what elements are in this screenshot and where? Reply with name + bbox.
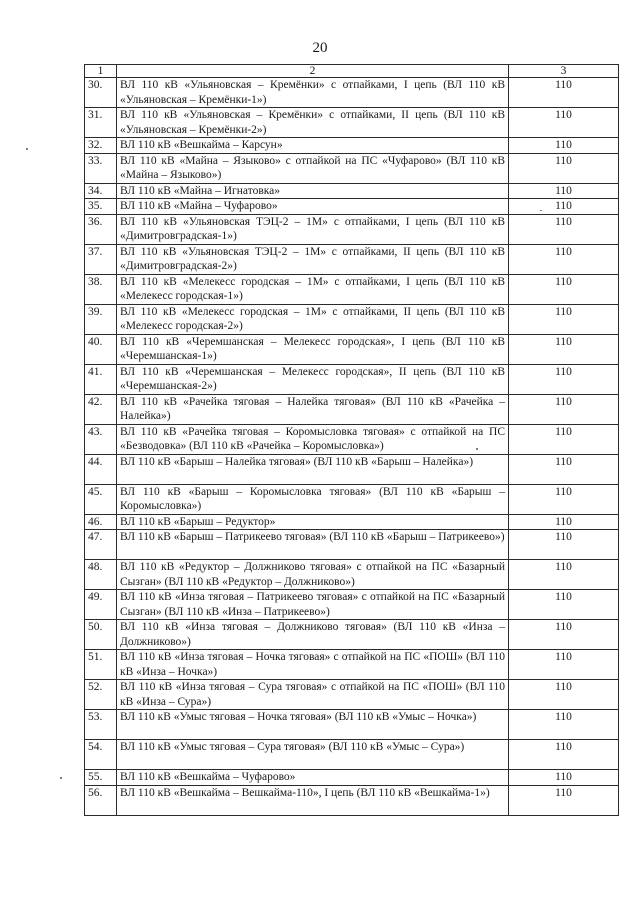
row-number: 44. [85, 454, 117, 484]
row-number: 49. [85, 590, 117, 620]
line-description: ВЛ 110 кВ «Ульяновская – Кремёнки» с отпайками, II цепь (ВЛ 110 кВ «Ульяновская – Кремёнки-2») [117, 108, 509, 138]
table-row [85, 183, 619, 199]
line-description: ВЛ 110 кВ «Мелекесс городская – 1М» с отпайками, II цепь (ВЛ 110 кВ «Мелекесс городская-2») [117, 304, 509, 334]
line-description: ВЛ 110 кВ «Черемшанская – Мелекесс городская», II цепь (ВЛ 110 кВ «Черемшанская-2») [117, 364, 509, 394]
row-number: 39. [85, 304, 117, 334]
table-row [85, 78, 619, 108]
line-description: ВЛ 110 кВ «Инза тяговая – Сура тяговая» с отпайкой на ПС «ПОШ» (ВЛ 110 кВ «Инза – Сура») [117, 680, 509, 710]
voltage-kv: 110 [509, 138, 619, 154]
scan-speck [540, 210, 542, 211]
row-number: 34. [85, 183, 117, 199]
line-description: ВЛ 110 кВ «Вешкайма – Вешкайма-110», I цепь (ВЛ 110 кВ «Вешкайма-1») [117, 785, 509, 815]
table-row [85, 334, 619, 364]
row-number: 32. [85, 138, 117, 154]
row-number: 30. [85, 78, 117, 108]
table-row [85, 484, 619, 514]
line-description: ВЛ 110 кВ «Ульяновская – Кремёнки» с отпайками, I цепь (ВЛ 110 кВ «Ульяновская – Кремёнки-1») [117, 78, 509, 108]
line-description: ВЛ 110 кВ «Барыш – Коромысловка тяговая» (ВЛ 110 кВ «Барыш – Коромысловка») [117, 484, 509, 514]
line-description: ВЛ 110 кВ «Майна – Языково» с отпайкой на ПС «Чуфарово» (ВЛ 110 кВ «Майна – Языково») [117, 153, 509, 183]
line-description: ВЛ 110 кВ «Умыс тяговая – Сура тяговая» (ВЛ 110 кВ «Умыс – Сура») [117, 740, 509, 770]
header-col-2: 2 [117, 65, 509, 78]
row-number: 55. [85, 770, 117, 786]
line-description: ВЛ 110 кВ «Черемшанская – Мелекесс городская», I цепь (ВЛ 110 кВ «Черемшанская-1») [117, 334, 509, 364]
line-description: ВЛ 110 кВ «Барыш – Редуктор» [117, 514, 509, 530]
row-number: 53. [85, 710, 117, 740]
row-number: 33. [85, 153, 117, 183]
table-row [85, 153, 619, 183]
voltage-kv: 110 [509, 153, 619, 183]
voltage-kv: 110 [509, 514, 619, 530]
voltage-kv: 110 [509, 590, 619, 620]
voltage-kv: 110 [509, 680, 619, 710]
voltage-kv: 110 [509, 274, 619, 304]
voltage-kv: 110 [509, 244, 619, 274]
voltage-kv: 110 [509, 334, 619, 364]
table-row [85, 364, 619, 394]
table-row [85, 770, 619, 786]
voltage-kv: 110 [509, 394, 619, 424]
line-description: ВЛ 110 кВ «Редуктор – Должниково тяговая» с отпайкой на ПС «Базарный Сызган» (ВЛ 110 кВ «Редуктор – Должниково») [117, 560, 509, 590]
table-row [85, 304, 619, 334]
line-description: ВЛ 110 кВ «Инза тяговая – Патрикеево тяговая» с отпайкой на ПС «Базарный Сызган» (ВЛ 110 кВ «Инза – Патрикеево») [117, 590, 509, 620]
scan-speck [60, 777, 62, 779]
row-number: 56. [85, 785, 117, 815]
row-number: 42. [85, 394, 117, 424]
table-row [85, 740, 619, 770]
voltage-kv: 110 [509, 484, 619, 514]
voltage-kv: 110 [509, 710, 619, 740]
table-row [85, 650, 619, 680]
line-description: ВЛ 110 кВ «Майна – Чуфарово» [117, 199, 509, 215]
voltage-kv: 110 [509, 740, 619, 770]
table-row [85, 108, 619, 138]
voltage-kv: 110 [509, 424, 619, 454]
voltage-kv: 110 [509, 530, 619, 560]
row-number: 41. [85, 364, 117, 394]
line-description: ВЛ 110 кВ «Ульяновская ТЭЦ-2 – 1М» с отпайками, I цепь (ВЛ 110 кВ «Димитровградская-1») [117, 214, 509, 244]
voltage-kv: 110 [509, 620, 619, 650]
row-number: 47. [85, 530, 117, 560]
table-row [85, 620, 619, 650]
line-description: ВЛ 110 кВ «Инза тяговая – Ночка тяговая» с отпайкой на ПС «ПОШ» (ВЛ 110 кВ «Инза – Ночка») [117, 650, 509, 680]
row-number: 37. [85, 244, 117, 274]
voltage-kv: 110 [509, 183, 619, 199]
line-description: ВЛ 110 кВ «Рачейка тяговая – Налейка тяговая» (ВЛ 110 кВ «Рачейка – Налейка») [117, 394, 509, 424]
voltage-kv: 110 [509, 650, 619, 680]
line-description: ВЛ 110 кВ «Умыс тяговая – Ночка тяговая» (ВЛ 110 кВ «Умыс – Ночка») [117, 710, 509, 740]
page-number: 20 [312, 40, 328, 56]
row-number: 54. [85, 740, 117, 770]
table-row [85, 424, 619, 454]
voltage-kv: 110 [509, 454, 619, 484]
row-number: 50. [85, 620, 117, 650]
voltage-kv: 110 [509, 199, 619, 215]
row-number: 31. [85, 108, 117, 138]
line-description: ВЛ 110 кВ «Барыш – Налейка тяговая» (ВЛ 110 кВ «Барыш – Налейка») [117, 454, 509, 484]
line-description: ВЛ 110 кВ «Майна – Игнатовка» [117, 183, 509, 199]
voltage-kv: 110 [509, 78, 619, 108]
table-row [85, 244, 619, 274]
row-number: 51. [85, 650, 117, 680]
voltage-kv: 110 [509, 364, 619, 394]
table-row [85, 214, 619, 244]
row-number: 35. [85, 199, 117, 215]
table-header-row [85, 65, 619, 78]
table-row [85, 680, 619, 710]
row-number: 38. [85, 274, 117, 304]
table-row [85, 785, 619, 815]
line-description: ВЛ 110 кВ «Вешкайма – Карсун» [117, 138, 509, 154]
table-row [85, 530, 619, 560]
line-description: ВЛ 110 кВ «Рачейка тяговая – Коромысловка тяговая» с отпайкой на ПС «Безводовка» (ВЛ 110 кВ «Рачейка – Коромысловка») [117, 424, 509, 454]
line-description: ВЛ 110 кВ «Инза тяговая – Должниково тяговая» (ВЛ 110 кВ «Инза – Должниково») [117, 620, 509, 650]
table-row [85, 138, 619, 154]
power-lines-table [84, 64, 619, 816]
line-description: ВЛ 110 кВ «Мелекесс городская – 1М» с отпайками, I цепь (ВЛ 110 кВ «Мелекесс городская-1») [117, 274, 509, 304]
row-number: 48. [85, 560, 117, 590]
line-description: ВЛ 110 кВ «Вешкайма – Чуфарово» [117, 770, 509, 786]
table-row [85, 514, 619, 530]
voltage-kv: 110 [509, 560, 619, 590]
row-number: 36. [85, 214, 117, 244]
voltage-kv: 110 [509, 785, 619, 815]
voltage-kv: 110 [509, 304, 619, 334]
header-col-3: 3 [509, 65, 619, 78]
line-description: ВЛ 110 кВ «Ульяновская ТЭЦ-2 – 1М» с отпайками, II цепь (ВЛ 110 кВ «Димитровградская-2») [117, 244, 509, 274]
voltage-kv: 110 [509, 214, 619, 244]
table-row [85, 199, 619, 215]
header-col-1: 1 [85, 65, 117, 78]
table-row [85, 454, 619, 484]
table-row [85, 394, 619, 424]
row-number: 43. [85, 424, 117, 454]
row-number: 45. [85, 484, 117, 514]
row-number: 52. [85, 680, 117, 710]
table-row [85, 560, 619, 590]
voltage-kv: 110 [509, 770, 619, 786]
table-row [85, 590, 619, 620]
scan-speck [26, 148, 28, 150]
table-row [85, 710, 619, 740]
voltage-kv: 110 [509, 108, 619, 138]
row-number: 40. [85, 334, 117, 364]
row-number: 46. [85, 514, 117, 530]
line-description: ВЛ 110 кВ «Барыш – Патрикеево тяговая» (ВЛ 110 кВ «Барыш – Патрикеево») [117, 530, 509, 560]
scan-speck [476, 448, 478, 450]
table-row [85, 274, 619, 304]
